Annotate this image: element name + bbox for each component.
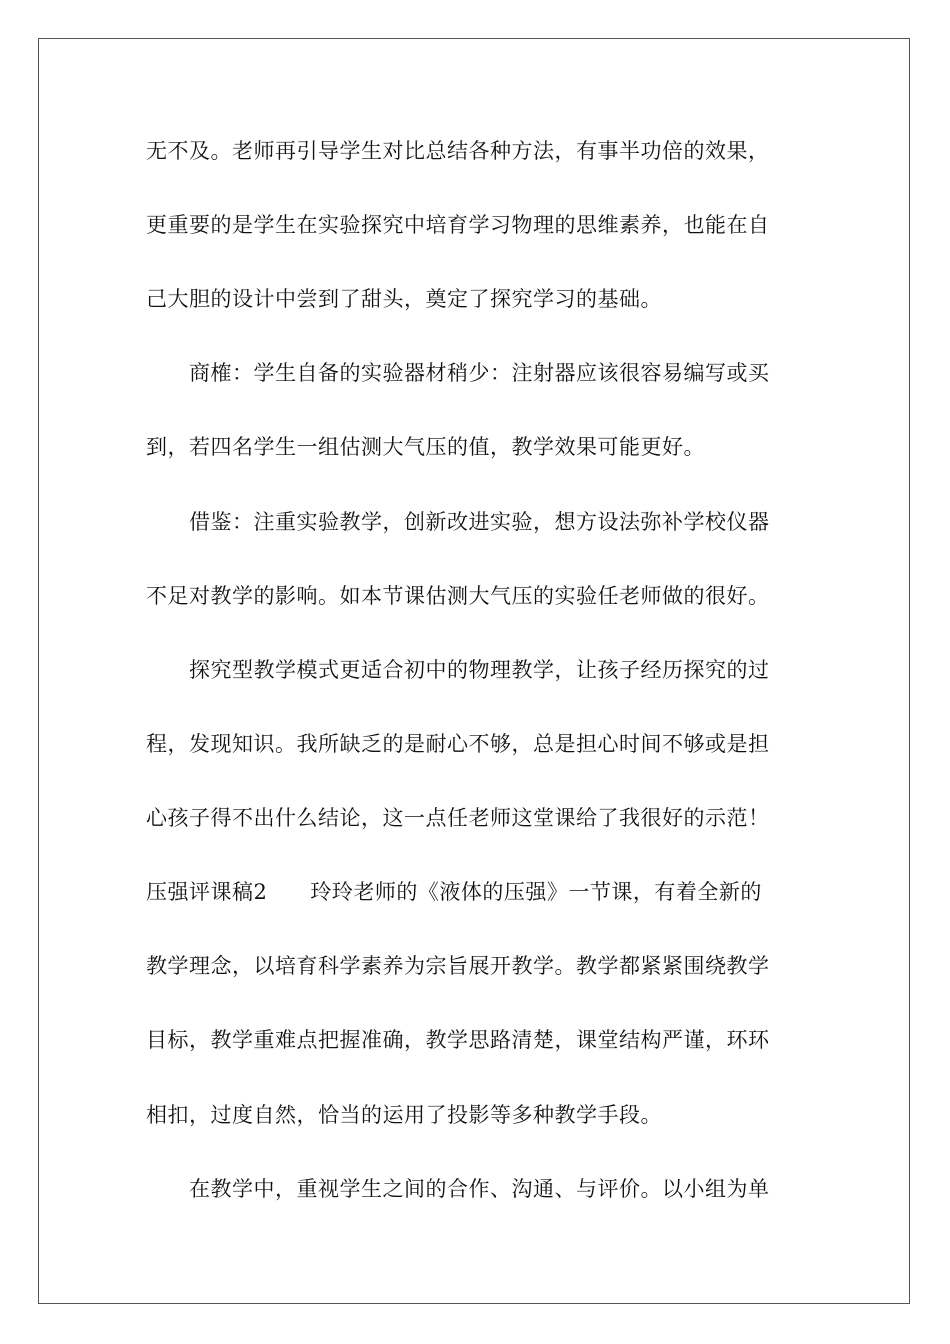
text-line-2: 更重要的是学生在实验探究中培育学习物理的思维素养，也能在自: [146, 213, 770, 237]
text-line-3: 己大胆的设计中尝到了甜头，奠定了探究学习的基础。: [146, 287, 662, 311]
text-line-15: 在教学中，重视学生之间的合作、沟通、与评价。以小组为单: [189, 1177, 770, 1201]
text-line-8: 探究型教学模式更适合初中的物理教学，让孩子经历探究的过: [189, 658, 770, 682]
text-line-4: 商榷：学生自备的实验器材稍少：注射器应该很容易编写或买: [189, 361, 770, 385]
text-line-10: 心孩子得不出什么结论，这一点任老师这堂课给了我很好的示范！: [146, 806, 770, 830]
text-line-12: 教学理念，以培育科学素养为宗旨展开教学。教学都紧紧围绕教学: [146, 954, 770, 978]
text-line-14: 相扣，过度自然，恰当的运用了投影等多种教学手段。: [146, 1103, 662, 1127]
text-line-6: 借鉴：注重实验教学，创新改进实验，想方设法弥补学校仪器: [189, 510, 770, 534]
text-line-5: 到，若四名学生一组估测大气压的值，教学效果可能更好。: [146, 435, 705, 459]
text-line-9: 程，发现知识。我所缺乏的是耐心不够，总是担心时间不够或是担: [146, 732, 770, 756]
text-line-13: 目标，教学重难点把握准确，教学思路清楚，课堂结构严谨，环环: [146, 1028, 770, 1052]
text-line-7: 不足对教学的影响。如本节课估测大气压的实验任老师做的很好。: [146, 584, 770, 608]
text-line-1: 无不及。老师再引导学生对比总结各种方法，有事半功倍的效果，: [146, 139, 770, 163]
section-heading-line: 压强评课稿2 玲玲老师的《液体的压强》一节课，有着全新的: [146, 880, 762, 904]
